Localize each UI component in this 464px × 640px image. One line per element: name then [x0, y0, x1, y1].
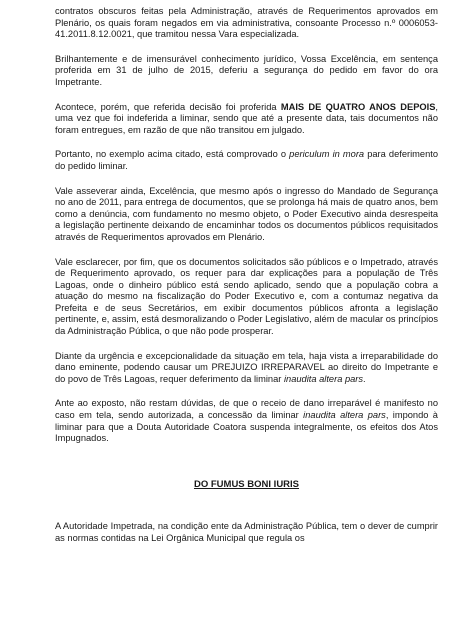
text-run: , uma vez que foi indeferida a liminar, sendo que até a presente data, tais documentos não foram entregues, em razão de que não transitou em julgado.	[55, 101, 439, 135]
text-run: Acontece, porém, que referida decisão foi proferida	[55, 101, 281, 112]
paragraph-contratos-obscuros: contratos obscuros feitas pela Administração, através de Requerimentos aprovados em Plenário, os quais foram negados em via administrativa, consoante Processo n.º 0006053-41.2011.8.12.0021, que tramitou nessa Vara especializada.	[55, 6, 438, 40]
text-run: , impondo à liminar para que a Douta Autoridade Coatora suspenda integralmente, os efeitos dos Atos Impugnados.	[55, 410, 438, 444]
paragraph-autoridade-impetrada: A Autoridade Impetrada, na condição ente da Administração Pública, tem o dever de cumprir as normas contidas na Lei Orgânica Municipal que regula os	[55, 521, 438, 543]
text-run: Portanto, no exemplo acima citado, está comprovado o	[55, 149, 290, 160]
paragraph-urgencia	[55, 351, 438, 386]
text-run: para deferimento do pedido liminar.	[55, 149, 439, 171]
text-run: Ante ao exposto, não restam dúvidas, de que o receio de dano irreparável é manifesto no caso em tela, sendo autorizada, a concessão da liminar	[55, 398, 438, 421]
paragraph-ante-ao-exposto	[55, 398, 438, 444]
emphasis-bold: MAIS DE QUATRO ANOS DEPOIS	[280, 101, 436, 112]
text-run: .	[363, 373, 366, 384]
emphasis-italic: periculum in mora	[289, 149, 365, 160]
paragraph-quatro-anos-depois	[55, 102, 438, 137]
text-run: Diante da urgência e excepcionalidade da situação em tela, haja vista a irreparabilidade do dano eminente, podendo causar um PREJUIZO IRREPARAVEL ao direito do Impetrante e do povo de Três Lagoas, requer deferimento da liminar	[55, 350, 438, 384]
emphasis-italic: inaudita altera pars	[283, 373, 364, 384]
paragraph-documentos-publicos: Vale esclarecer, por fim, que os documentos solicitados são públicos e o Impetrado, através de Requerimento aprovado, os requer para dar explicações para a população de Três Lagoas, onde o dinheiro público está sendo aplicado, sendo que a população cobra a atuação do mesmo na fiscalização do Poder Executivo e, com a contumaz negativa da Prefeita e de seus Secretários, em exibir documentos públicos afronta a legislação pertinente, e, assim, está desmoralizando o Poder Legislativo, além de macular os princípios da Administração Pública, o que não pode prosperar.	[55, 256, 438, 337]
paragraph-mandado-de-seguranca: Vale asseverar ainda, Excelência, que mesmo após o ingresso do Mandado de Segurança no ano de 2011, para entrega de documentos, que se prolonga há mais de quatro anos, bem como a denúncia, com fundamento no mesmo objeto, o Poder Executivo ainda desrespeita a legislação pertinente deixando de encaminhar todos os documentos públicos requisitados através de Requerimentos aprovados em Plenário.	[55, 185, 438, 242]
paragraph-sentenca-proferida: Brilhantemente e de imensurável conhecimento jurídico, Vossa Excelência, em sentença proferida em 31 de julho de 2015, deferiu a segurança do pedido em favor do ora Impetrante.	[55, 53, 438, 87]
paragraph-periculum-in-mora	[55, 149, 438, 172]
section-heading: DO FUMUS BONI IURIS	[193, 478, 300, 490]
emphasis-italic: inaudita altera pars	[303, 410, 386, 421]
